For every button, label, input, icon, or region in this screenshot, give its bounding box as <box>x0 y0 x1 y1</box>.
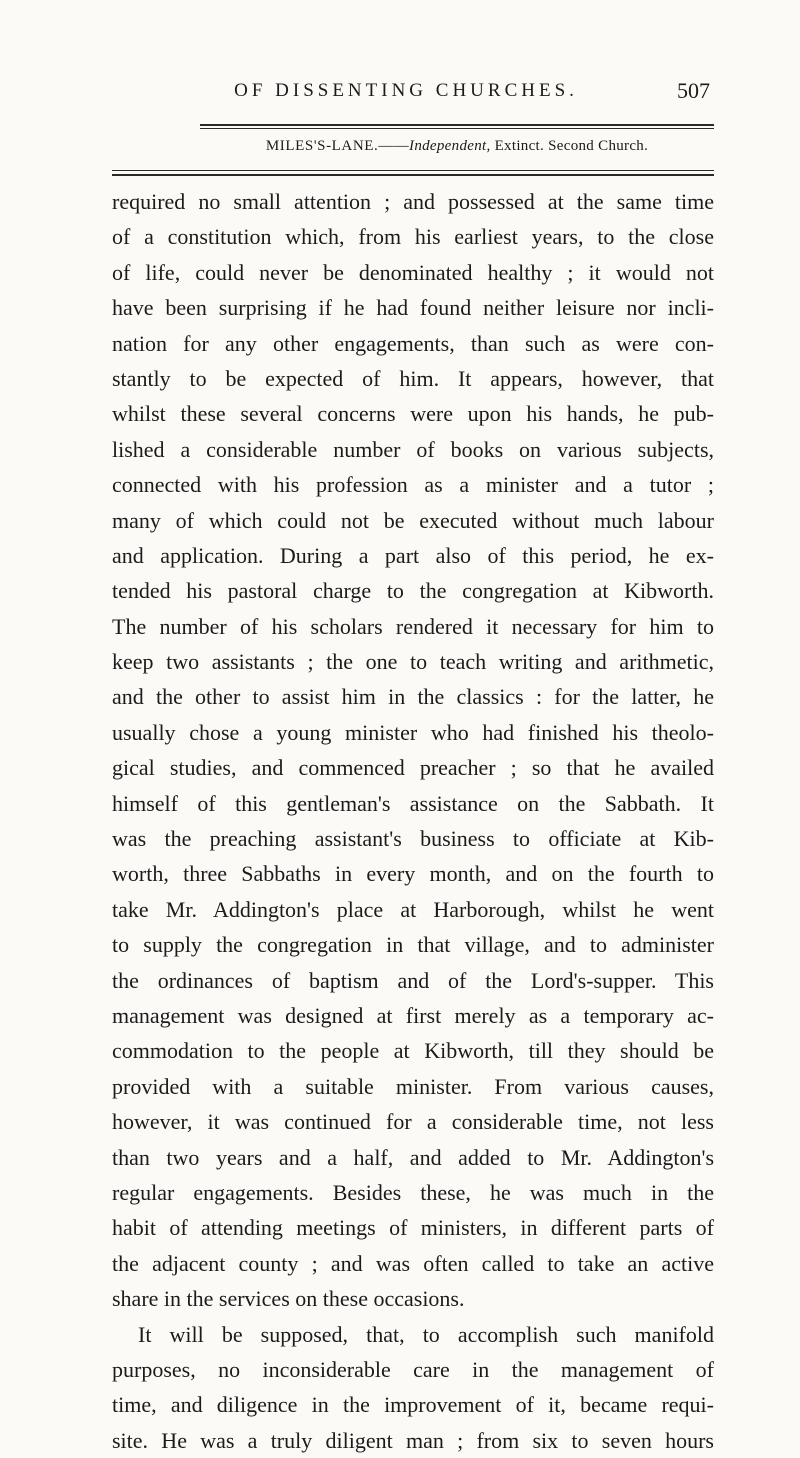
text-line: connected with his profession as a minister and a tutor ; <box>112 467 714 502</box>
header-rule <box>200 124 714 126</box>
subheader-dash: —— <box>378 138 409 154</box>
text-line: usually chose a young minister who had finished his theolo- <box>112 715 714 750</box>
text-line: however, it was continued for a considerable time, not less <box>112 1104 714 1139</box>
text-line: lished a considerable number of books on various subjects, <box>112 432 714 467</box>
text-line: was the preaching assistant's business to officiate at Kib- <box>112 821 714 856</box>
text-line: gical studies, and commenced preacher ; so that he availed <box>112 750 714 785</box>
text-line: site. He was a truly diligent man ; from six to seven hours <box>112 1423 714 1458</box>
subheader-church: Second Church. <box>548 138 648 154</box>
body-text <box>112 184 714 1458</box>
text-line: The number of his scholars rendered it necessary for him to <box>112 609 714 644</box>
page-header <box>110 68 710 108</box>
page-number: 507 <box>677 78 710 104</box>
header-rule-thin <box>200 128 714 129</box>
text-line: provided with a suitable minister. From various causes, <box>112 1069 714 1104</box>
text-line: have been surprising if he had found neither leisure nor incli- <box>112 290 714 325</box>
subheader-place: MILES'S-LANE. <box>266 138 379 154</box>
text-line: share in the services on these occasions. <box>112 1281 714 1316</box>
text-line: nation for any other engagements, than such as were con- <box>112 326 714 361</box>
subheader-status: Extinct. <box>495 138 544 154</box>
text-line: to supply the congregation in that village, and to administer <box>112 927 714 962</box>
text-line: habit of attending meetings of ministers, in different parts of <box>112 1210 714 1245</box>
text-line: and application. During a part also of this period, he ex- <box>112 538 714 573</box>
section-subheader <box>200 138 714 155</box>
text-line: the adjacent county ; and was often called to take an active <box>112 1246 714 1281</box>
paragraph-2 <box>112 1317 714 1458</box>
running-title: OF DISSENTING CHURCHES. <box>110 80 702 102</box>
text-line: time, and diligence in the improvement of it, became requi- <box>112 1387 714 1422</box>
text-line: of a constitution which, from his earliest years, to the close <box>112 219 714 254</box>
text-line: regular engagements. Besides these, he was much in the <box>112 1175 714 1210</box>
text-line: many of which could not be executed without much labour <box>112 503 714 538</box>
text-line: himself of this gentleman's assistance on the Sabbath. It <box>112 786 714 821</box>
text-line: the ordinances of baptism and of the Lord's-supper. This <box>112 963 714 998</box>
text-line: It will be supposed, that, to accomplish such manifold <box>112 1317 714 1352</box>
text-line: keep two assistants ; the one to teach writing and arithmetic, <box>112 644 714 679</box>
paragraph-1 <box>112 184 714 1317</box>
text-line: management was designed at first merely as a temporary ac- <box>112 998 714 1033</box>
text-line: stantly to be expected of him. It appears, however, that <box>112 361 714 396</box>
subheader-rule <box>112 174 714 176</box>
text-line: required no small attention ; and possessed at the same time <box>112 184 714 219</box>
text-line: whilst these several concerns were upon his hands, he pub- <box>112 396 714 431</box>
subheader-rule-thin <box>112 170 714 171</box>
text-line: than two years and a half, and added to Mr. Addington's <box>112 1140 714 1175</box>
text-line: of life, could never be denominated healthy ; it would not <box>112 255 714 290</box>
subheader-denomination: Independent, <box>409 138 491 154</box>
text-line: worth, three Sabbaths in every month, and on the fourth to <box>112 856 714 891</box>
text-line: and the other to assist him in the classics : for the latter, he <box>112 679 714 714</box>
text-line: purposes, no inconsiderable care in the management of <box>112 1352 714 1387</box>
text-line: commodation to the people at Kibworth, till they should be <box>112 1033 714 1068</box>
text-line: take Mr. Addington's place at Harborough, whilst he went <box>112 892 714 927</box>
text-line: tended his pastoral charge to the congregation at Kibworth. <box>112 573 714 608</box>
